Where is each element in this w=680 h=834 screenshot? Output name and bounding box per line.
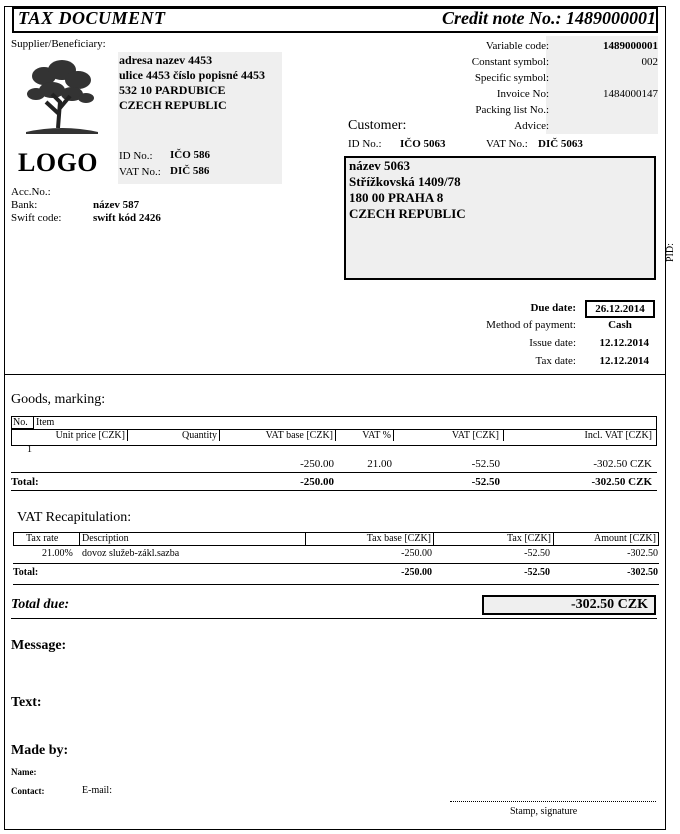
- customer-address: [349, 158, 466, 222]
- goods-title: Goods, marking:: [11, 392, 106, 407]
- customer-address-line: název 5063: [349, 158, 411, 173]
- recap-col-rate: Tax rate: [14, 533, 80, 545]
- issue-date-label: Issue date:: [529, 337, 576, 349]
- goods-row-vat-pct: 21.00: [367, 458, 392, 470]
- symbol-label: Constant symbol: [471, 56, 546, 68]
- total-due-value: -302.50 CZK: [482, 595, 656, 615]
- pid-label: PID:: [665, 243, 676, 262]
- supplier-vat-value: DIČ 586: [170, 165, 210, 177]
- supplier-id-value: IČO 586: [170, 149, 211, 161]
- name-label: Name:: [11, 767, 37, 777]
- goods-row-vat-base: -250.00: [300, 458, 334, 470]
- recap-row-rate: 21.00%: [42, 548, 73, 559]
- recap-total-label: Total:: [13, 567, 39, 578]
- supplier-address: [119, 53, 265, 113]
- message-label: Message:: [11, 638, 67, 653]
- supplier-vat-label: VAT No.:: [119, 166, 161, 178]
- swift-label: Swift code:: [11, 212, 62, 224]
- supplier-address-line: CZECH REPUBLIC: [119, 98, 227, 112]
- symbol-row: Invoice No : 1484000147: [380, 86, 658, 102]
- symbol-value: 002: [641, 56, 658, 68]
- credit-note-number: Credit note No.: 1489000001: [442, 8, 656, 28]
- symbol-label: Variable code: [485, 40, 546, 52]
- recap-row-tax: -52.50: [524, 548, 550, 559]
- email-label: E-mail:: [82, 785, 112, 796]
- total-due-label: Total due:: [11, 597, 70, 612]
- issue-date-value: 12.12.2014: [599, 337, 649, 349]
- text-label: Text:: [11, 695, 42, 710]
- recap-row-base: -250.00: [401, 548, 432, 559]
- supplier-label: Supplier/Beneficiary:: [11, 38, 106, 50]
- symbol-label: Packing list No.: [475, 104, 546, 116]
- payment-method-label: Method of payment:: [486, 319, 576, 331]
- recap-row-desc: dovoz služeb-zákl.sazba: [82, 548, 180, 559]
- goods-col-vat-pct: VAT %: [338, 430, 394, 441]
- due-date-value: 26.12.2014: [585, 300, 655, 318]
- symbol-value: 1484000147: [603, 88, 658, 100]
- symbol-label: Advice: [514, 120, 546, 132]
- section-divider: [4, 374, 666, 375]
- recap-col-tax: Tax [CZK]: [436, 533, 554, 545]
- due-date-label: Due date:: [530, 302, 576, 314]
- supplier-id-label: ID No.:: [119, 150, 153, 162]
- tax-date-value: 12.12.2014: [599, 355, 649, 367]
- recap-header: [13, 532, 659, 546]
- goods-col-unit-price: Unit price [CZK]: [14, 430, 128, 441]
- goods-total-vat: -52.50: [471, 476, 500, 488]
- recap-col-desc: Description: [82, 533, 306, 545]
- goods-col-item: Item: [36, 417, 55, 428]
- recap-total-tax: -52.50: [524, 567, 550, 578]
- goods-header: [11, 416, 657, 446]
- goods-col-vat: VAT [CZK]: [396, 430, 504, 441]
- customer-vat-label: VAT No.:: [486, 138, 528, 150]
- goods-total-incl: -302.50 CZK: [591, 476, 652, 488]
- recap-col-amount: Amount [CZK]: [594, 533, 656, 544]
- supplier-address-line: adresa nazev 4453: [119, 53, 213, 67]
- contact-label: Contact:: [11, 786, 45, 796]
- recap-title: VAT Recapitulation:: [17, 510, 132, 525]
- supplier-address-line: ulice 4453 číslo popisné 4453: [119, 68, 266, 82]
- goods-total-vat-base: -250.00: [300, 476, 334, 488]
- made-by-label: Made by:: [11, 743, 69, 758]
- stamp-signature-label: Stamp, signature: [510, 806, 578, 817]
- logo-text: LOGO: [18, 148, 99, 177]
- symbol-value: 1489000001: [603, 40, 658, 52]
- goods-col-vat-base: VAT base [CZK]: [224, 430, 336, 441]
- goods-row-incl: -302.50 CZK: [593, 458, 652, 470]
- recap-total-amount: -302.50: [627, 567, 658, 578]
- symbol-row: Specific symbol :: [380, 70, 658, 86]
- symbol-label: Invoice No: [496, 88, 546, 100]
- customer-id-value: IČO 5063: [400, 138, 446, 150]
- tax-date-label: Tax date:: [535, 355, 576, 367]
- symbol-value: [550, 70, 658, 86]
- symbol-row: Constant symbol : 002: [380, 54, 658, 70]
- goods-col-no: No.: [12, 417, 34, 429]
- goods-col-incl-vat: Incl. VAT [CZK]: [584, 430, 652, 441]
- document-title: TAX DOCUMENT: [18, 8, 166, 28]
- acc-label: Acc.No.:: [11, 186, 51, 198]
- swift-value: swift kód 2426: [93, 212, 161, 224]
- goods-row-no: 1: [27, 444, 32, 455]
- bank-label: Bank:: [11, 199, 38, 211]
- customer-vat-value: DIČ 5063: [538, 138, 583, 150]
- customer-label: Customer:: [348, 118, 407, 133]
- symbol-row: Packing list No. :: [380, 102, 658, 118]
- customer-address-line: 180 00 PRAHA 8: [349, 190, 444, 205]
- recap-col-base: Tax base [CZK]: [308, 533, 434, 545]
- signature-line: [450, 801, 656, 802]
- goods-col-quantity: Quantity: [130, 430, 220, 441]
- goods-row-vat: -52.50: [471, 458, 500, 470]
- symbol-row: Variable code : 1489000001: [380, 38, 658, 54]
- recap-row-amount: -302.50: [627, 548, 658, 559]
- bank-value: název 587: [93, 199, 140, 211]
- customer-id-label: ID No.:: [348, 138, 382, 150]
- recap-total-base: -250.00: [401, 567, 432, 578]
- symbols-block: [380, 38, 658, 134]
- customer-address-line: Střížkovská 1409/78: [349, 174, 461, 189]
- symbol-label: Specific symbol: [474, 72, 546, 84]
- supplier-address-line: 532 10 PARDUBICE: [119, 83, 226, 97]
- customer-address-line: CZECH REPUBLIC: [349, 206, 466, 221]
- payment-method-value: Cash: [608, 319, 632, 331]
- symbol-value: [550, 102, 658, 118]
- symbol-value: [550, 118, 658, 134]
- goods-total-label: Total:: [11, 476, 39, 488]
- symbol-row: Advice :: [380, 118, 658, 134]
- tree-logo-icon: [22, 58, 100, 138]
